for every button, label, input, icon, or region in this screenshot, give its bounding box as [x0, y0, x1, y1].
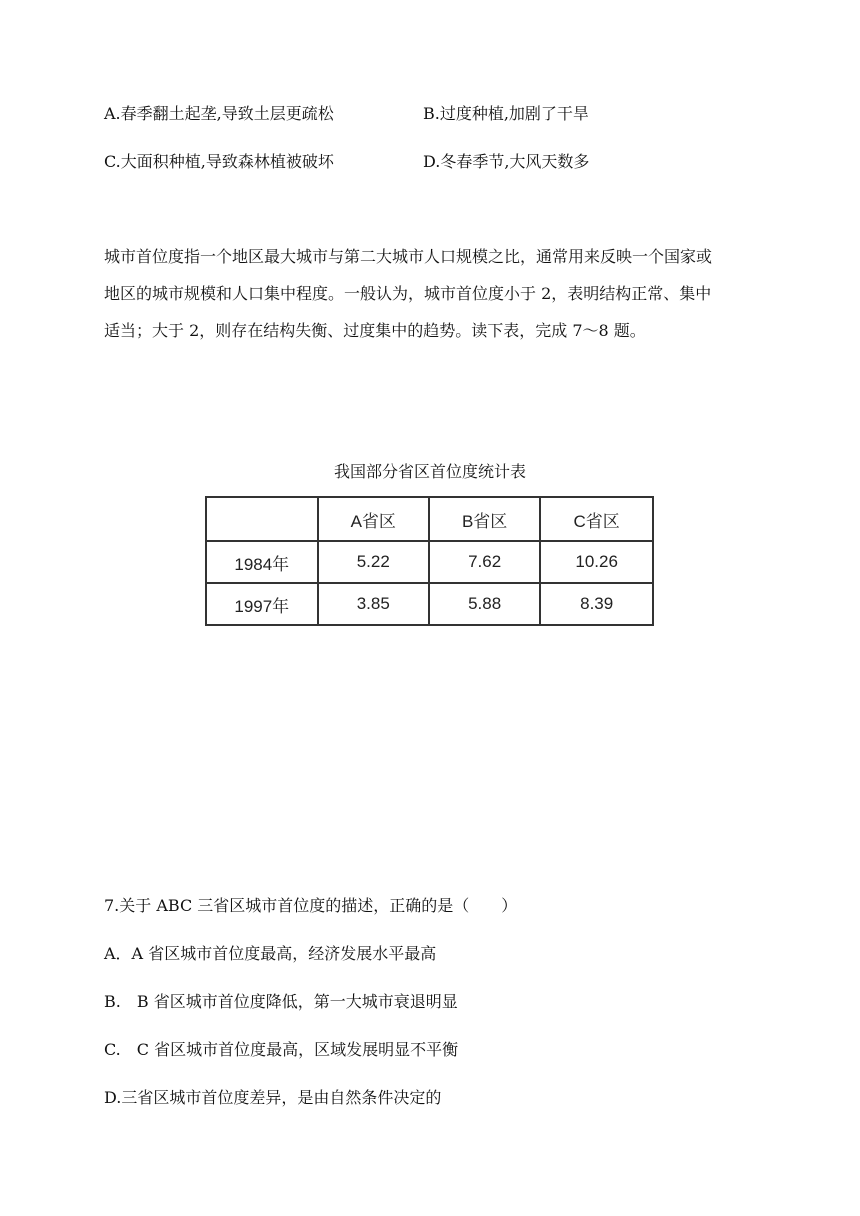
table-row — [206, 583, 653, 625]
table-caption: 我国部分省区首位度统计表 — [333, 462, 526, 481]
question-7-option-b: B. B 省区城市首位度降低，第一大城市衰退明显 — [104, 992, 458, 1011]
option-c-prev: C.大面积种植,导致森林植被破坏 — [104, 152, 334, 171]
table-cell-year: 1984年 — [206, 541, 318, 583]
table-cell-b: 7.62 — [429, 541, 540, 583]
table-cell-c: 10.26 — [540, 541, 653, 583]
table-header-a: A省区 — [318, 497, 429, 541]
table-header-b: B省区 — [429, 497, 540, 541]
table-cell-a: 3.85 — [318, 583, 429, 625]
intro-line-1: 城市首位度指一个地区最大城市与第二大城市人口规模之比，通常用来反映一个国家或 — [104, 247, 713, 266]
question-7-option-c: C. C 省区城市首位度最高，区域发展明显不平衡 — [104, 1040, 459, 1059]
table-header-empty — [206, 497, 318, 541]
table-cell-year: 1997年 — [206, 583, 318, 625]
table-cell-b: 5.88 — [429, 583, 540, 625]
intro-paragraph — [104, 238, 760, 349]
intro-line-2: 地区的城市规模和人口集中程度。一般认为，城市首位度小于 2，表明结构正常、集中 — [104, 284, 712, 303]
table-cell-c: 8.39 — [540, 583, 653, 625]
primacy-table — [205, 496, 654, 626]
option-b-prev: B.过度种植,加剧了干旱 — [423, 104, 589, 123]
question-7-option-d: D.三省区城市首位度差异，是由自然条件决定的 — [104, 1088, 442, 1107]
question-7-option-a: A．A 省区城市首位度最高，经济发展水平最高 — [104, 944, 437, 963]
intro-line-3: 适当；大于 2，则存在结构失衡、过度集中的趋势。读下表，完成 7～8 题。 — [104, 321, 646, 340]
table-row — [206, 541, 653, 583]
question-7-stem: 7.关于 ABC 三省区城市首位度的描述，正确的是（ ） — [104, 896, 518, 915]
table-header-c: C省区 — [540, 497, 653, 541]
option-a-prev: A.春季翻土起垄,导致土层更疏松 — [104, 104, 334, 123]
table-header-row — [206, 497, 653, 541]
option-d-prev: D.冬春季节,大风天数多 — [423, 152, 590, 171]
table-cell-a: 5.22 — [318, 541, 429, 583]
